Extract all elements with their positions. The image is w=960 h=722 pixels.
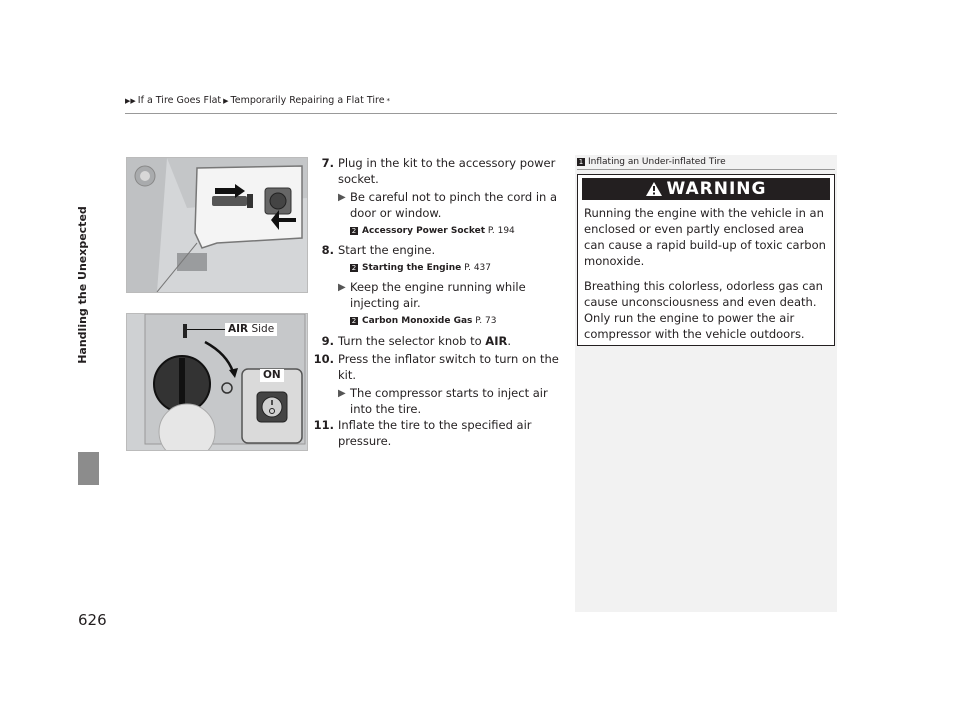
- step-subnote: ▶ The compressor starts to inject air into the tire.: [338, 386, 548, 416]
- air-side-callout: AIR Side: [225, 323, 277, 336]
- section-side-tab: [76, 120, 98, 450]
- arrow-icon: ▶: [338, 282, 346, 293]
- section-title: Handling the Unexpected: [76, 206, 89, 364]
- air-callout-line: [187, 329, 225, 330]
- step-subnote: ▶ Be careful not to pinch the cord in a door or window.: [338, 190, 558, 220]
- breadcrumb-arrow-icon: ▶▶: [125, 96, 136, 105]
- breadcrumb-item[interactable]: If a Tire Goes Flat: [137, 95, 222, 106]
- reference-icon: 2: [351, 264, 357, 272]
- breadcrumb-arrow-icon: ▶: [223, 96, 229, 105]
- section-marker: [78, 452, 99, 485]
- cross-reference-link[interactable]: 2 Accessory Power Socket P. 194: [351, 226, 515, 236]
- breadcrumb-item[interactable]: Temporarily Repairing a Flat Tire: [230, 95, 385, 106]
- step-item: 10. Press the inflator switch to turn on the kit.: [313, 352, 559, 382]
- procedure-steps: [310, 155, 570, 451]
- footnote-star: *: [386, 96, 391, 105]
- on-callout: ON: [260, 369, 284, 382]
- cross-reference-link[interactable]: 2 Starting the Engine P. 437: [351, 263, 492, 273]
- reference-icon: 2: [351, 317, 357, 325]
- note-heading: 1 Inflating an Under-inflated Tire: [578, 157, 726, 167]
- note-icon: 1: [578, 158, 584, 166]
- step-item: 7. Plug in the kit to the accessory power socket.: [321, 156, 556, 186]
- breadcrumb: [125, 95, 390, 106]
- warning-box: [577, 174, 835, 346]
- step-item: 9. Turn the selector knob to AIR.: [321, 334, 511, 348]
- header-rule: [125, 113, 837, 114]
- accessory-socket-illustration: [126, 157, 308, 293]
- reference-icon: 2: [351, 227, 357, 235]
- arrow-icon: ▶: [338, 192, 346, 203]
- step-subnote: ▶ Keep the engine running while injecting air.: [338, 280, 526, 310]
- warning-triangle-icon: [646, 182, 662, 196]
- note-rule: [577, 169, 835, 170]
- selector-knob-illustration: [126, 313, 308, 451]
- warning-text: Running the engine with the vehicle in an enclosed or even partly enclosed area can cause a rapid build-up of toxic carbon monoxide. Breathing this colorless, odorless gas can cause unconsciousness and even death. Only run the engine to power the air compressor with the vehicle outdoors.: [584, 206, 826, 341]
- step-item: 11. Inflate the tire to the specified air pressure.: [313, 418, 532, 448]
- cross-reference-link[interactable]: 2 Carbon Monoxide Gas P. 73: [351, 316, 497, 326]
- step-item: 8. Start the engine.: [321, 243, 436, 257]
- warning-header: WARNING: [582, 178, 830, 200]
- page-number: 626: [78, 611, 107, 629]
- arrow-icon: ▶: [338, 388, 346, 399]
